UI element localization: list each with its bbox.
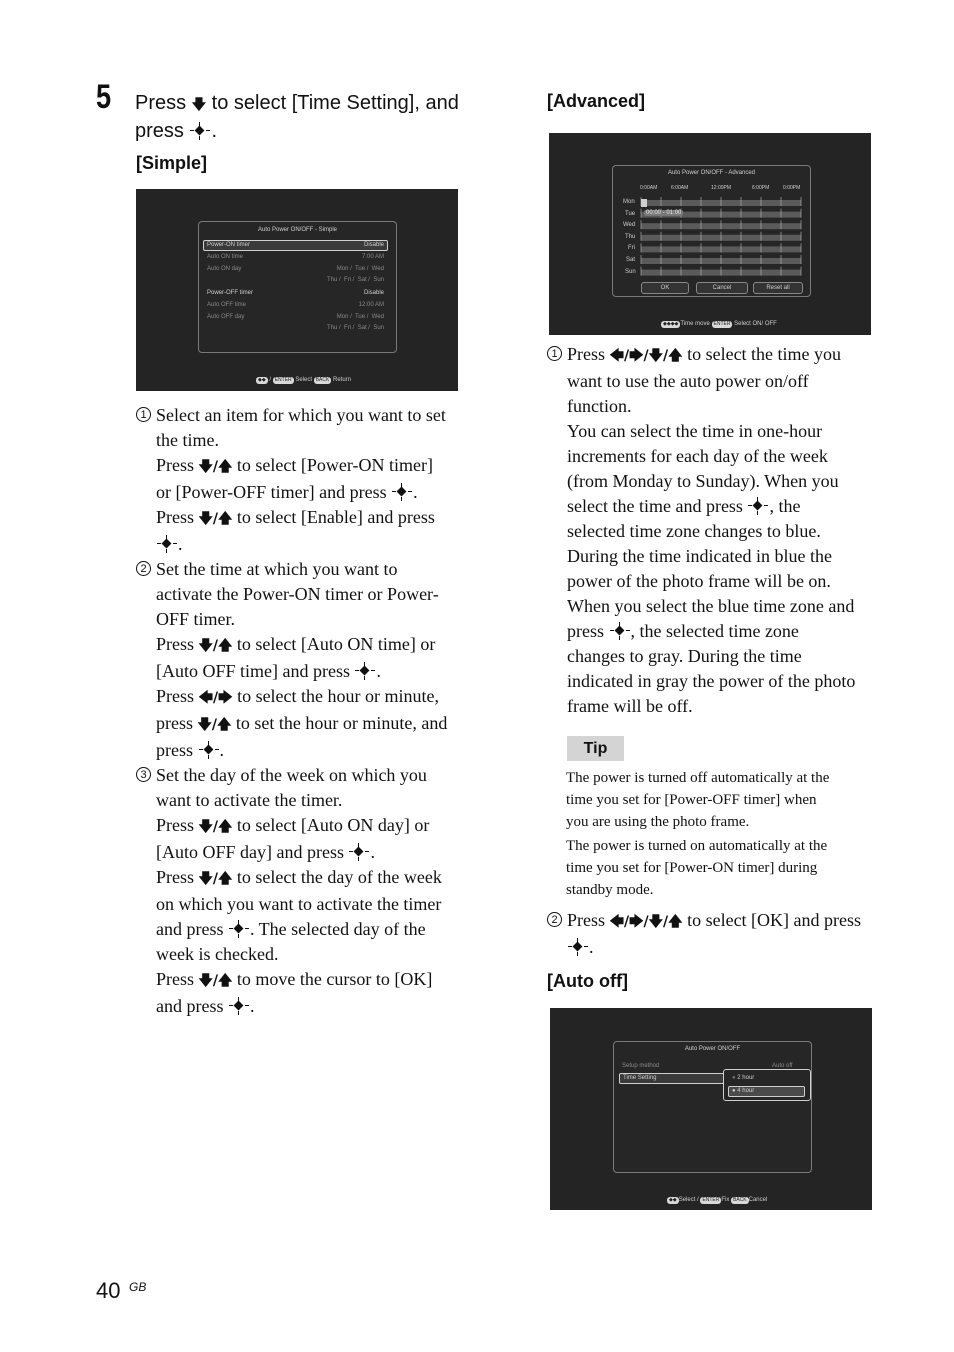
- advanced-selection: 00:00 - 01:00: [646, 210, 682, 216]
- simple-on-days-row2: Thu / Fri / Sat / Sun: [326, 277, 384, 283]
- simple-step-3: 3 Set the day of the week on which you want to activate the timer. Press 🡇/🡅 to select [Auto ON day] or [Auto OFF day] and press . Press 🡇/🡅 to select the day of the week on which you want to activate the timer and press . The selected day of the week is checked. Press 🡇/🡅 to move the cursor to [OK] and press .: [136, 763, 466, 1019]
- enter-icon: [568, 938, 588, 956]
- option-4-hour[interactable]: ● 4 hour: [728, 1086, 805, 1097]
- advanced-panel: Auto Power ON/OFF - Advanced 0:00AM 6:00AM 12:00PM 6:00PM 0:00PM 00:00 - 01:00 Mon Tue Wed Thu Fri Sat Sun OK Cancel Reset all: [612, 165, 811, 297]
- advanced-screen-footer: ◆◆◆◆ Time move ENTER Select ON/ OFF: [663, 321, 777, 327]
- enter-icon: [392, 483, 412, 501]
- down-arrow-icon: 🡇: [191, 97, 207, 113]
- enter-icon: [229, 997, 249, 1015]
- advanced-cancel-button[interactable]: Cancel: [696, 282, 748, 294]
- auto-off-heading: [Auto off]: [547, 971, 628, 991]
- enter-icon: [610, 622, 630, 640]
- advanced-step-2-block: [547, 908, 877, 960]
- page-number: 40: [96, 1278, 121, 1303]
- arrows-icon: ◆◆◆◆: [663, 321, 679, 327]
- left-right-arrow-icon: 🡄/🡆: [198, 690, 233, 706]
- step-heading: Press 🡇 to select [Time Setting], and press .: [135, 92, 459, 142]
- advanced-instructions: [547, 342, 877, 719]
- simple-step-1: 1 Select an item for which you want to set the time. Press 🡇/🡅 to select [Power-ON timer] or [Power-OFF timer] and press . Press 🡇/🡅 to select [Enable] and press .: [136, 403, 466, 557]
- tip-paragraph-2: The power is turned on automatically at the time you set for [Power-ON timer] during standby mode.: [566, 838, 828, 898]
- simple-on-days-row1: Mon / Tue / Wed: [336, 266, 384, 272]
- down-up-arrow-icon: 🡇/🡅: [198, 459, 233, 475]
- advanced-step-1: 1 Press 🡄/🡆/🡇/🡅 to select the time you want to use the auto power on/off function. You can select the time in one-hour increments for each day of the week (from Monday to Sunday). When you select the time and press , the selected time zone changes to blue. During the time indicated in blue the power of the photo frame will be on. When you select the blue time zone and press , the selected time zone changes to gray. During the time indicated in gray the power of the photo frame will be off.: [547, 342, 877, 719]
- page-region: GB: [129, 1280, 147, 1294]
- arrows-icon: ◆◆: [258, 377, 266, 383]
- advanced-screen-title: Auto Power ON/OFF - Advanced: [667, 170, 756, 176]
- simple-screen: [136, 189, 458, 391]
- four-arrow-icon: 🡄/🡆/🡇/🡅: [609, 914, 683, 930]
- simple-step-2: 2 Set the time at which you want to activate the Power-ON timer or Power- OFF timer. Press 🡇/🡅 to select [Auto ON time] or [Auto OFF time] and press . Press 🡄/🡆 to select the hour or minute, press 🡇/🡅 to set the hour or minute, and press .: [136, 557, 466, 763]
- four-arrow-icon: 🡄/🡆/🡇/🡅: [609, 348, 683, 364]
- simple-off-days-row2: Thu / Fri / Sat / Sun: [326, 325, 384, 331]
- down-up-arrow-icon: 🡇/🡅: [198, 638, 233, 654]
- advanced-ok-button[interactable]: OK: [641, 282, 689, 294]
- advanced-step-2: 2 Press 🡄/🡆/🡇/🡅 to select [OK] and press .: [547, 908, 877, 960]
- advanced-heading: [Advanced]: [547, 91, 646, 111]
- enter-icon: [748, 497, 768, 515]
- enter-icon: [190, 122, 210, 140]
- time-setting-row[interactable]: Time Setting: [619, 1073, 726, 1084]
- arrows-icon: ◆◆: [669, 1197, 677, 1203]
- enter-icon: [199, 741, 219, 759]
- down-up-arrow-icon: 🡇/🡅: [198, 871, 233, 887]
- tip-label: Tip: [567, 736, 624, 761]
- simple-screen-title: Auto Power ON/OFF - Simple: [257, 227, 338, 233]
- auto-off-screen: [550, 1008, 872, 1210]
- enter-icon: [349, 843, 369, 861]
- simple-panel: Auto Power ON/OFF - Simple Power-ON timer Disable Auto ON time 7:00 AM Auto ON day Mon / Tue / Wed Thu / Fri / Sat / Sun Power-OFF timer Disable Auto OFF time 12:00 AM Auto OFF day Mon / Tue / Wed Thu / Fri / Sat / Sun: [198, 221, 397, 353]
- enter-icon: [355, 662, 375, 680]
- auto-off-screen-title: Auto Power ON/OFF: [684, 1046, 741, 1052]
- down-up-arrow-icon: 🡇/🡅: [198, 511, 233, 527]
- down-up-arrow-icon: 🡇/🡅: [198, 819, 233, 835]
- advanced-grid: [613, 166, 810, 296]
- simple-heading: [Simple]: [136, 153, 208, 173]
- down-up-arrow-icon: 🡇/🡅: [198, 973, 233, 989]
- enter-icon: [157, 535, 177, 553]
- schedule-cursor: [641, 199, 647, 207]
- simple-instructions: [136, 403, 466, 1019]
- enter-icon: [229, 920, 249, 938]
- simple-off-days-row1: Mon / Tue / Wed: [336, 314, 384, 320]
- advanced-screen: [549, 133, 871, 335]
- simple-screen-footer: ◆◆ / ENTER Select BACK Return: [258, 377, 352, 383]
- tip-paragraph-1: The power is turned off automatically at the time you set for [Power-OFF timer] when you are using the photo frame.: [566, 770, 830, 830]
- hour-dropdown[interactable]: [723, 1069, 811, 1101]
- auto-off-screen-footer: ◆◆ Select / ENTER Fix BACK Cancel: [669, 1197, 768, 1203]
- step-number: 5: [96, 78, 112, 116]
- auto-off-panel: Auto Power ON/OFF Setup method Auto off Time Setting ● 2 hour ● 4 hour: [613, 1041, 812, 1173]
- option-2-hour[interactable]: ● 2 hour: [732, 1075, 755, 1081]
- down-up-arrow-icon: 🡇/🡅: [197, 717, 232, 733]
- advanced-reset-button[interactable]: Reset all: [753, 282, 803, 294]
